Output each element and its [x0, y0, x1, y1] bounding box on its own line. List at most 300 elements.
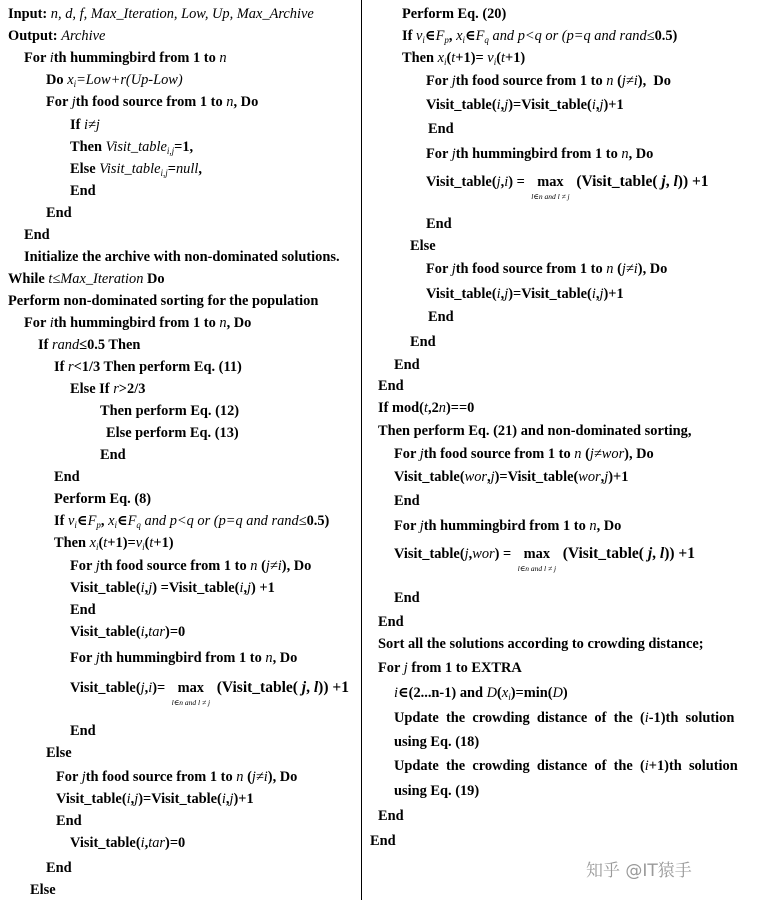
- text-segment: (: [446, 50, 452, 66]
- text-segment: v: [135, 535, 143, 551]
- subscript: i: [443, 57, 447, 67]
- text-segment: D: [486, 685, 498, 701]
- text-segment: )+1: [603, 286, 624, 302]
- subscript: i: [422, 35, 425, 45]
- text-segment: +1): [153, 535, 174, 551]
- text-segment: ), Do: [624, 446, 654, 462]
- text-segment: +1)=: [455, 50, 488, 66]
- max-word: max: [523, 546, 551, 562]
- text-segment: End: [410, 334, 436, 350]
- text-segment: l: [659, 545, 665, 562]
- text-segment: End: [24, 227, 50, 243]
- text-segment: End: [54, 469, 80, 485]
- text-segment: n: [606, 73, 614, 89]
- algorithm-line: [394, 446, 654, 462]
- text-segment: (: [496, 50, 501, 66]
- text-segment: )=0: [165, 835, 186, 851]
- algorithm-line: [394, 357, 420, 373]
- text-segment: )+1: [608, 469, 629, 485]
- text-segment: Visit_table(: [394, 469, 465, 485]
- text-segment: (Visit_table(: [212, 679, 302, 696]
- text-segment: F: [435, 28, 445, 44]
- text-segment: Visit_table: [105, 139, 167, 155]
- algorithm-line: [70, 602, 96, 618]
- text-segment: ) =: [494, 546, 515, 562]
- subscript: i: [73, 79, 77, 89]
- algorithm-line: [410, 238, 436, 254]
- subscript: p: [96, 520, 101, 530]
- text-segment: Then: [402, 50, 438, 66]
- text-segment: F: [475, 28, 485, 44]
- text-segment: Visit_table: [99, 161, 161, 177]
- text-segment: i≠j: [84, 117, 100, 133]
- algorithm-line: [106, 425, 239, 441]
- algorithm-line: [100, 403, 239, 419]
- subscript: p: [444, 35, 449, 45]
- algorithm-line: [402, 50, 525, 70]
- text-segment: th hummingbird from 1 to: [53, 315, 220, 331]
- text-segment: j≠i: [265, 558, 282, 574]
- text-segment: j: [504, 286, 509, 302]
- text-segment: j: [419, 518, 424, 534]
- algorithm-line: [70, 381, 145, 397]
- text-segment: ,: [500, 97, 505, 113]
- text-segment: ,: [600, 469, 605, 485]
- algorithm-line: [378, 423, 691, 439]
- text-segment: ,: [100, 513, 109, 529]
- text-segment: (: [144, 535, 150, 551]
- text-segment: End: [70, 602, 96, 618]
- text-segment: )=Visit_table(: [508, 97, 592, 113]
- text-segment: and p<q or (p=q and rand≤: [140, 513, 307, 529]
- text-segment: tar: [148, 624, 166, 640]
- max-operator: [515, 546, 559, 573]
- text-segment: x: [89, 535, 96, 551]
- algorithm-line: [56, 769, 297, 785]
- text-segment: ,: [198, 161, 202, 177]
- text-segment: End: [56, 813, 82, 829]
- text-segment: n: [236, 769, 244, 785]
- watermark: 知乎 @IT猿手: [586, 861, 692, 881]
- text-segment: (Visit_table(: [558, 545, 648, 562]
- algorithm-line: [394, 545, 695, 573]
- text-segment: i: [591, 97, 596, 113]
- text-segment: ,: [144, 835, 149, 851]
- text-segment: r: [68, 359, 74, 375]
- max-subscript: l∈n and l ≠ j: [517, 564, 557, 573]
- text-segment: +1)th solution: [648, 758, 738, 774]
- text-segment: ), Do: [637, 73, 671, 89]
- text-segment: t: [501, 50, 505, 66]
- text-segment: th hummingbird from 1 to: [423, 518, 590, 534]
- text-segment: j: [464, 546, 469, 562]
- algorithm-line: [70, 624, 185, 640]
- algorithm-line: [70, 161, 202, 181]
- subscript: i: [508, 692, 511, 702]
- text-segment: j: [504, 97, 509, 113]
- text-segment: (: [98, 535, 104, 551]
- algorithm-line: [378, 378, 404, 394]
- text-segment: x: [437, 50, 444, 66]
- algorithm-line: [394, 518, 621, 534]
- text-segment: End: [378, 378, 404, 394]
- text-segment: For: [426, 73, 452, 89]
- text-segment: t: [451, 50, 456, 66]
- algorithm-line: [70, 835, 185, 851]
- text-segment: For: [70, 650, 96, 666]
- subscript: i,j: [166, 146, 175, 156]
- text-segment: th food source from 1 to: [423, 446, 575, 462]
- text-segment: Else: [70, 161, 100, 177]
- text-segment: For: [46, 94, 72, 110]
- text-segment: x: [501, 685, 509, 701]
- text-segment: If: [38, 337, 52, 353]
- algorithm-line: [394, 710, 734, 726]
- text-segment: ) +1: [251, 580, 275, 596]
- text-segment: i: [221, 791, 226, 807]
- algorithm-line: [394, 758, 738, 774]
- text-segment: ,: [468, 546, 473, 562]
- text-segment: )+1: [603, 97, 624, 113]
- text-segment: )=0: [165, 624, 186, 640]
- text-segment: l: [313, 679, 319, 696]
- text-segment: x: [108, 513, 115, 529]
- text-segment: 0.5): [654, 28, 678, 44]
- text-segment: While: [8, 271, 49, 287]
- algorithm-line: [70, 650, 297, 666]
- max-subscript: l∈n and l ≠ j: [171, 698, 211, 707]
- text-segment: If: [402, 28, 416, 44]
- text-segment: n: [250, 558, 258, 574]
- text-segment: , Do: [596, 518, 622, 534]
- text-segment: )=Visit_table(: [138, 791, 222, 807]
- text-segment: Visit_table(: [56, 791, 127, 807]
- text-segment: l: [673, 173, 678, 190]
- text-segment: Else: [410, 238, 436, 254]
- text-segment: n: [219, 50, 227, 66]
- algorithm-line: [70, 139, 193, 159]
- text-segment: i: [239, 580, 244, 596]
- algorithm-line: [70, 183, 96, 199]
- text-segment: =: [167, 161, 176, 177]
- text-segment: j: [95, 558, 100, 574]
- algorithm-line: [394, 590, 420, 606]
- text-segment: Sort all the solutions according to crowding distance;: [378, 636, 704, 652]
- text-segment: If: [54, 513, 68, 529]
- algorithm-line: [428, 121, 454, 137]
- algorithm-line: [394, 469, 628, 485]
- text-segment: t: [103, 535, 108, 551]
- text-segment: ,: [448, 28, 457, 44]
- text-segment: n: [265, 650, 273, 666]
- text-segment: End: [394, 590, 420, 606]
- text-segment: wor: [464, 469, 488, 485]
- text-segment: )==0: [445, 400, 475, 416]
- algorithm-line: [378, 808, 404, 824]
- text-segment: =1,: [174, 139, 194, 155]
- text-segment: Visit_table(: [426, 174, 497, 190]
- text-segment: Else: [30, 882, 56, 898]
- text-segment: For: [394, 446, 420, 462]
- text-segment: n: [621, 146, 629, 162]
- algorithm-line: [54, 491, 151, 507]
- text-segment: )) +1: [664, 545, 695, 562]
- text-segment: For: [426, 146, 452, 162]
- text-segment: ,: [144, 580, 149, 596]
- text-segment: End: [46, 860, 72, 876]
- text-segment: null: [175, 161, 199, 177]
- text-segment: Else: [46, 745, 72, 761]
- algorithm-line: [56, 813, 82, 829]
- text-segment: ,: [595, 286, 600, 302]
- text-segment: t≤Max_Iteration: [48, 271, 144, 287]
- algorithm-line: [46, 205, 72, 221]
- text-segment: wor: [472, 546, 495, 562]
- algorithm-line: [394, 783, 479, 799]
- text-segment: i: [504, 174, 509, 190]
- algorithm-line: [8, 293, 318, 309]
- algorithm-line: [70, 117, 100, 133]
- text-segment: ∈: [424, 28, 436, 44]
- text-segment: th food source from 1 to: [455, 261, 607, 277]
- text-segment: (: [497, 685, 502, 701]
- algorithm-line: [370, 833, 396, 849]
- text-segment: j: [451, 73, 456, 89]
- text-segment: Perform non-dominated sorting for the population: [8, 293, 319, 309]
- text-segment: 0.5): [306, 513, 330, 529]
- text-segment: For: [426, 261, 452, 277]
- text-segment: using Eq. (19): [394, 783, 480, 799]
- algorithm-line: [38, 337, 140, 353]
- text-segment: n: [438, 400, 446, 416]
- text-segment: i: [49, 315, 54, 331]
- text-segment: >2/3: [118, 381, 146, 397]
- text-segment: wor: [578, 469, 601, 485]
- algorithm-line: [378, 614, 404, 630]
- text-segment: +1): [505, 50, 526, 66]
- text-segment: j: [451, 261, 456, 277]
- text-segment: For: [394, 518, 420, 534]
- algorithm-line: [8, 28, 105, 44]
- column-divider: [361, 0, 362, 900]
- text-segment: Visit_table(: [70, 835, 141, 851]
- algorithm-line: [70, 558, 311, 574]
- text-segment: ,: [144, 680, 149, 696]
- algorithm-line: [46, 94, 258, 110]
- text-segment: ) =Visit_table(: [152, 580, 240, 596]
- text-segment: j≠i: [251, 769, 268, 785]
- algorithm-line: [70, 723, 96, 739]
- text-segment: t: [149, 535, 154, 551]
- algorithm-line: [46, 860, 72, 876]
- algorithm-line: [378, 400, 474, 416]
- text-segment: ,: [500, 174, 505, 190]
- algorithm-line: [54, 513, 329, 533]
- algorithm-line: [70, 679, 349, 707]
- text-segment: i: [591, 286, 596, 302]
- text-segment: ,: [665, 173, 674, 190]
- algorithm-line: [8, 6, 314, 22]
- text-segment: j: [490, 469, 495, 485]
- text-segment: <1/3 Then perform Eq. (11): [73, 359, 242, 375]
- text-segment: (: [581, 446, 590, 462]
- text-segment: rand: [52, 337, 80, 353]
- text-segment: Update the crowding distance of the (: [394, 710, 645, 726]
- text-segment: j≠i: [621, 73, 638, 89]
- algorithm-line: [426, 73, 671, 89]
- algorithm-line: [426, 97, 624, 113]
- text-segment: n: [574, 446, 582, 462]
- text-segment: th food source from 1 to: [85, 769, 237, 785]
- text-segment: j: [647, 545, 653, 562]
- max-operator: [528, 174, 572, 201]
- text-segment: If: [70, 117, 84, 133]
- algorithm-line: [426, 216, 452, 232]
- subscript: q: [484, 35, 489, 45]
- text-segment: th food source from 1 to: [75, 94, 227, 110]
- text-segment: j: [599, 97, 604, 113]
- text-segment: ∈: [76, 513, 88, 529]
- text-segment: i: [148, 680, 153, 696]
- algorithm-line: [24, 315, 251, 331]
- algorithm-line: [402, 6, 506, 22]
- algorithm-line: [54, 469, 80, 485]
- text-segment: End: [100, 447, 126, 463]
- text-segment: (Visit_table(: [572, 173, 662, 190]
- algorithm-line: [410, 334, 436, 350]
- text-segment: For: [24, 315, 50, 331]
- text-segment: Else If: [70, 381, 114, 397]
- algorithm-line: [426, 146, 653, 162]
- text-segment: End: [370, 833, 396, 849]
- text-segment: j≠i: [621, 261, 638, 277]
- text-segment: Archive: [61, 28, 106, 44]
- text-segment: n: [226, 94, 234, 110]
- text-segment: , Do: [226, 315, 252, 331]
- text-segment: )=Visit_table(: [494, 469, 579, 485]
- algorithm-line: [378, 636, 704, 652]
- text-segment: End: [70, 183, 96, 199]
- text-segment: v: [68, 513, 75, 529]
- algorithm-line: [426, 173, 709, 201]
- max-operator: [169, 680, 213, 707]
- text-segment: and p<q or (p=q and rand≤: [488, 28, 655, 44]
- text-segment: ,: [652, 545, 660, 562]
- text-segment: th food source from 1 to: [99, 558, 251, 574]
- algorithm-line: [100, 447, 126, 463]
- text-segment: from 1 to EXTRA: [407, 660, 522, 676]
- max-word: max: [177, 680, 205, 696]
- text-segment: ,: [487, 469, 491, 485]
- text-segment: Perform Eq. (8): [54, 491, 152, 507]
- text-segment: n, d, f, Max_Iteration, Low, Up, Max_Archive: [50, 6, 314, 22]
- text-segment: Visit_table(: [426, 286, 497, 302]
- algorithm-line: [394, 685, 568, 705]
- algorithm-line: [394, 734, 479, 750]
- text-segment: i: [140, 580, 145, 596]
- subscript: i: [95, 542, 99, 552]
- subscript: i,j: [160, 168, 168, 178]
- algorithm-line: [24, 50, 227, 66]
- text-segment: v: [416, 28, 423, 44]
- text-segment: Visit_table(: [70, 624, 141, 640]
- algorithm-line: [428, 309, 454, 325]
- text-segment: For: [70, 558, 96, 574]
- text-segment: ,: [225, 791, 230, 807]
- text-segment: j: [451, 146, 456, 162]
- text-segment: i: [644, 758, 649, 774]
- text-segment: ≤0.5 Then: [79, 337, 141, 353]
- text-segment: )) +1: [318, 679, 349, 696]
- text-segment: Output:: [8, 28, 62, 44]
- text-segment: j: [95, 650, 100, 666]
- text-segment: j: [148, 580, 153, 596]
- text-segment: End: [426, 216, 452, 232]
- text-segment: ,: [306, 679, 314, 696]
- text-segment: End: [378, 614, 404, 630]
- text-segment: ,: [144, 624, 149, 640]
- subscript: q: [136, 520, 141, 530]
- text-segment: ) =: [508, 174, 529, 190]
- algorithm-line: [402, 28, 677, 48]
- algorithm-line: [30, 882, 56, 898]
- text-segment: Update the crowding distance of the (: [394, 758, 645, 774]
- text-segment: v: [487, 50, 494, 66]
- text-segment: End: [428, 309, 454, 325]
- text-segment: , Do: [272, 650, 298, 666]
- text-segment: j≠wor: [589, 446, 625, 462]
- text-segment: End: [70, 723, 96, 739]
- text-segment: n: [606, 261, 614, 277]
- text-segment: ), Do: [637, 261, 668, 277]
- text-segment: -1)th solution: [648, 710, 735, 726]
- text-segment: j: [419, 446, 424, 462]
- text-segment: x: [67, 72, 74, 88]
- text-segment: Visit_table(: [70, 580, 141, 596]
- text-segment: j: [496, 174, 501, 190]
- text-segment: , Do: [233, 94, 259, 110]
- text-segment: ∈: [116, 513, 128, 529]
- text-segment: i: [394, 685, 398, 701]
- text-segment: using Eq. (18): [394, 734, 480, 750]
- text-segment: th hummingbird from 1 to: [455, 146, 622, 162]
- algorithm-line: [54, 535, 174, 555]
- text-segment: If: [54, 359, 68, 375]
- text-segment: )+1: [233, 791, 254, 807]
- text-segment: Then: [70, 139, 106, 155]
- text-segment: End: [46, 205, 72, 221]
- text-segment: ,2: [427, 400, 439, 416]
- subscript: i: [493, 57, 497, 67]
- text-segment: th hummingbird from 1 to: [99, 650, 266, 666]
- text-segment: j: [403, 660, 408, 676]
- text-segment: i: [140, 624, 145, 640]
- text-segment: i: [496, 97, 501, 113]
- subscript: i: [74, 520, 77, 530]
- text-segment: Initialize the archive with non-dominated solutions.: [24, 249, 340, 265]
- text-segment: ): [562, 685, 568, 701]
- text-segment: (: [243, 769, 252, 785]
- text-segment: (: [613, 261, 622, 277]
- algorithm-line: [378, 660, 522, 676]
- algorithm-line: [54, 359, 242, 375]
- subscript: i: [142, 542, 145, 552]
- text-segment: ), Do: [267, 769, 298, 785]
- text-segment: i: [49, 50, 54, 66]
- text-segment: j: [229, 791, 234, 807]
- text-segment: End: [394, 493, 420, 509]
- algorithm-line: [426, 286, 624, 302]
